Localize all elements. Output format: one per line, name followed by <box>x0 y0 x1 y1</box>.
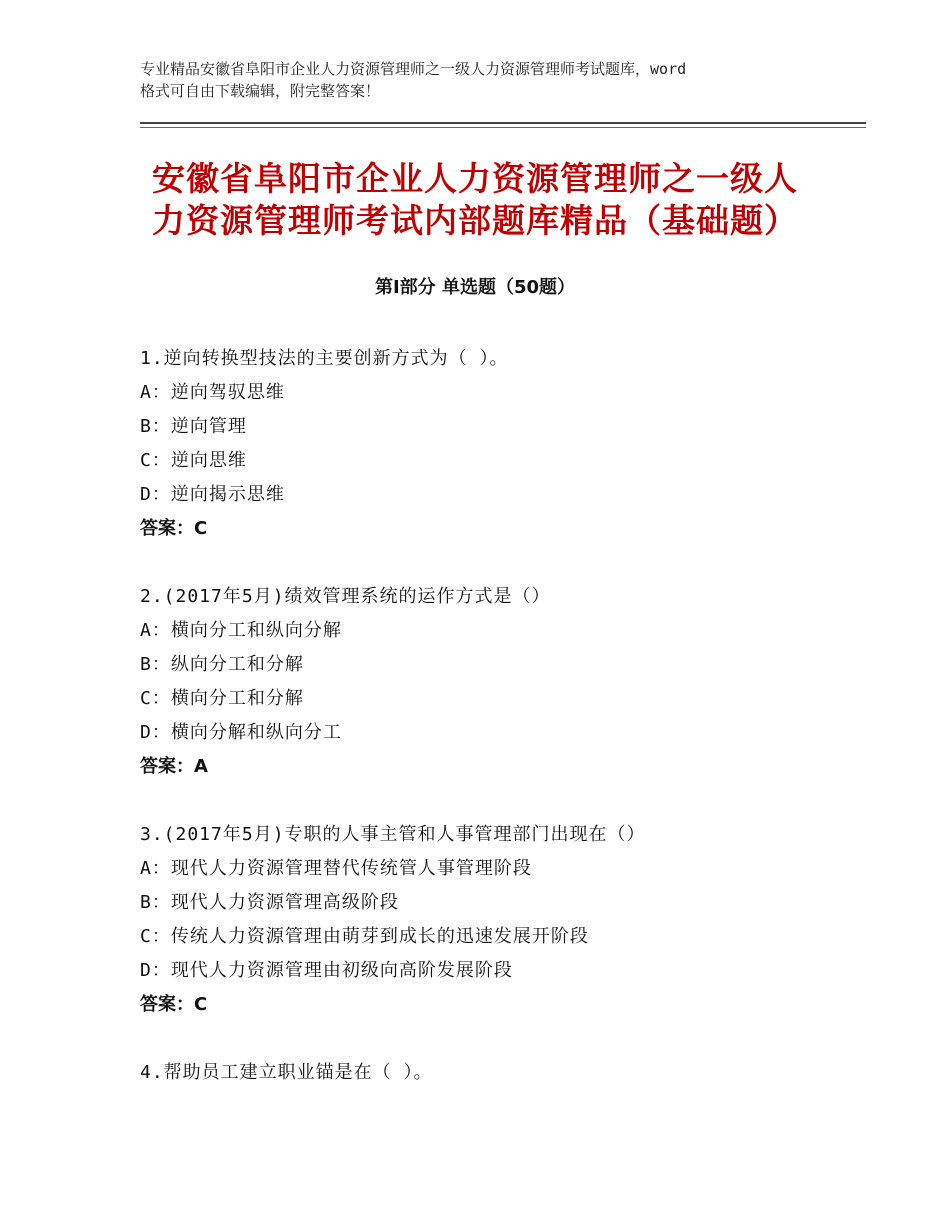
option-c: C：传统人力资源管理由萌芽到成长的迅速发展开阶段 <box>140 926 589 947</box>
question-1 <box>140 342 860 546</box>
question-list <box>140 342 860 1124</box>
answer: 答案：A <box>140 756 208 777</box>
option-d: D：逆向揭示思维 <box>140 484 285 505</box>
section-title: 第Ⅰ部分 单选题（50题） <box>374 277 575 298</box>
question-stem: 3.(2017年5月)专职的人事主管和人事管理部门出现在（） <box>140 824 646 845</box>
option-b: B：纵向分工和分解 <box>140 654 304 675</box>
answer: 答案：C <box>140 518 208 539</box>
document-title-line-1: 安徽省阜阳市企业人力资源管理师之一级人 <box>152 159 798 198</box>
option-a: A：横向分工和纵向分解 <box>140 620 342 641</box>
option-a: A：逆向驾驭思维 <box>140 382 285 403</box>
header-note <box>140 58 840 102</box>
header-divider-thick <box>140 122 866 124</box>
header-divider-thin <box>140 127 866 128</box>
option-a: A：现代人力资源管理替代传统管人事管理阶段 <box>140 858 532 879</box>
question-3 <box>140 818 860 1022</box>
option-d: D：横向分解和纵向分工 <box>140 722 342 743</box>
option-b: B：现代人力资源管理高级阶段 <box>140 892 399 913</box>
answer: 答案：C <box>140 994 208 1015</box>
header-note-line-2: 格式可自由下载编辑，附完整答案！ <box>140 82 381 100</box>
option-d: D：现代人力资源管理由初级向高阶发展阶段 <box>140 960 513 981</box>
header-note-line-1: 专业精品安徽省阜阳市企业人力资源管理师之一级人力资源管理师考试题库，word <box>140 60 687 78</box>
question-4 <box>140 1056 860 1090</box>
question-stem: 1.逆向转换型技法的主要创新方式为（ ）。 <box>140 348 509 369</box>
document-title <box>152 158 832 242</box>
option-b: B：逆向管理 <box>140 416 247 437</box>
document-title-line-2: 力资源管理师考试内部题库精品（基础题） <box>152 201 798 240</box>
question-stem: 4.帮助员工建立职业锚是在（ ）。 <box>140 1062 433 1083</box>
question-2 <box>140 580 860 784</box>
question-stem: 2.(2017年5月)绩效管理系统的运作方式是（） <box>140 586 551 607</box>
option-c: C：横向分工和分解 <box>140 688 304 709</box>
option-c: C：逆向思维 <box>140 450 247 471</box>
